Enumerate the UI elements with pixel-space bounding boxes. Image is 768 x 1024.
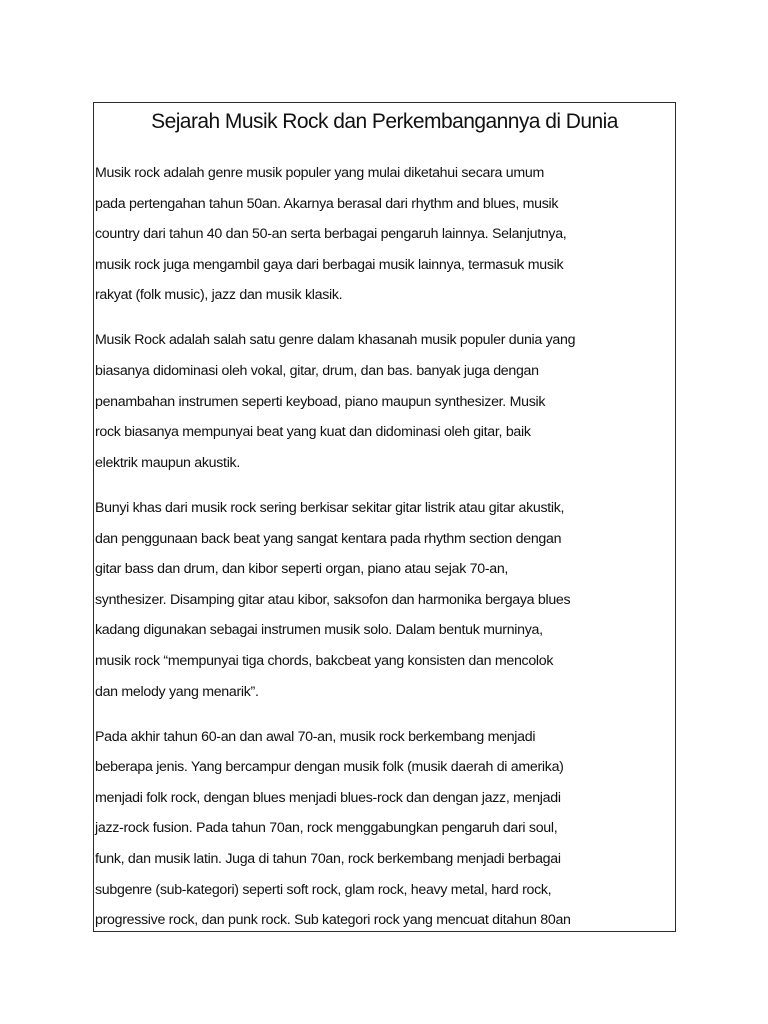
text-line: country dari tahun 40 dan 50-an serta berbagai pengaruh lainnya. Selanjutnya,: [95, 226, 567, 243]
paragraph-3: [95, 493, 675, 707]
text-line: funk, dan musik latin. Juga di tahun 70an, rock berkembang menjadi berbagai: [95, 850, 561, 867]
text-line: Pada akhir tahun 60-an dan awal 70-an, musik rock berkembang menjadi: [95, 728, 536, 745]
text-line: dan melody yang menarik”.: [95, 683, 259, 700]
document-page: [93, 102, 676, 932]
text-line: musik rock “mempunyai tiga chords, bakcbeat yang konsisten dan mencolok: [95, 652, 554, 669]
paragraph-4: [95, 722, 675, 932]
text-line: Musik rock adalah genre musik populer yang mulai diketahui secara umum: [95, 165, 544, 181]
text-line: beberapa jenis. Yang bercampur dengan musik folk (musik daerah di amerika): [95, 759, 564, 776]
text-line: rakyat (folk music), jazz dan musik klasik.: [95, 287, 343, 304]
document-body: [95, 158, 675, 932]
text-line: subgenre (sub-kategori) seperti soft rock, glam rock, heavy metal, hard rock,: [95, 881, 552, 898]
text-line: menjadi folk rock, dengan blues menjadi blues-rock dan dengan jazz, menjadi: [95, 789, 561, 806]
paragraph-1: [95, 158, 675, 311]
text-line: jazz-rock fusion. Pada tahun 70an, rock menggabungkan pengaruh dari soul,: [95, 820, 558, 837]
text-line: elektrik maupun akustik.: [95, 454, 240, 471]
text-line: penambahan instrumen seperti keyboad, piano maupun synthesizer. Musik: [95, 393, 546, 410]
text-line: biasanya didominasi oleh vokal, gitar, drum, dan bas. banyak juga dengan: [95, 363, 539, 380]
text-line: progressive rock, dan punk rock. Sub kategori rock yang mencuat ditahun 80an: [95, 912, 571, 929]
document-title: Sejarah Musik Rock dan Perkembangannya di Dunia: [151, 110, 618, 133]
text-line: pada pertengahan tahun 50an. Akarnya berasal dari rhythm and blues, musik: [95, 195, 559, 212]
text-line: dan penggunaan back beat yang sangat kentara pada rhythm section dengan: [95, 530, 562, 547]
text-line: Bunyi khas dari musik rock sering berkisar sekitar gitar listrik atau gitar akustik,: [95, 499, 565, 516]
paragraph-2: [95, 325, 675, 478]
text-line: Musik Rock adalah salah satu genre dalam khasanah musik populer dunia yang: [95, 332, 576, 349]
text-line: rock biasanya mempunyai beat yang kuat dan didominasi oleh gitar, baik: [95, 424, 531, 441]
text-line: synthesizer. Disamping gitar atau kibor, saksofon dan harmonika bergaya blues: [95, 591, 571, 608]
text-line: musik rock juga mengambil gaya dari berbagai musik lainnya, termasuk musik: [95, 256, 564, 273]
text-line: kadang digunakan sebagai instrumen musik solo. Dalam bentuk murninya,: [95, 622, 543, 639]
text-line: gitar bass dan drum, dan kibor seperti organ, piano atau sejak 70-an,: [95, 561, 509, 578]
